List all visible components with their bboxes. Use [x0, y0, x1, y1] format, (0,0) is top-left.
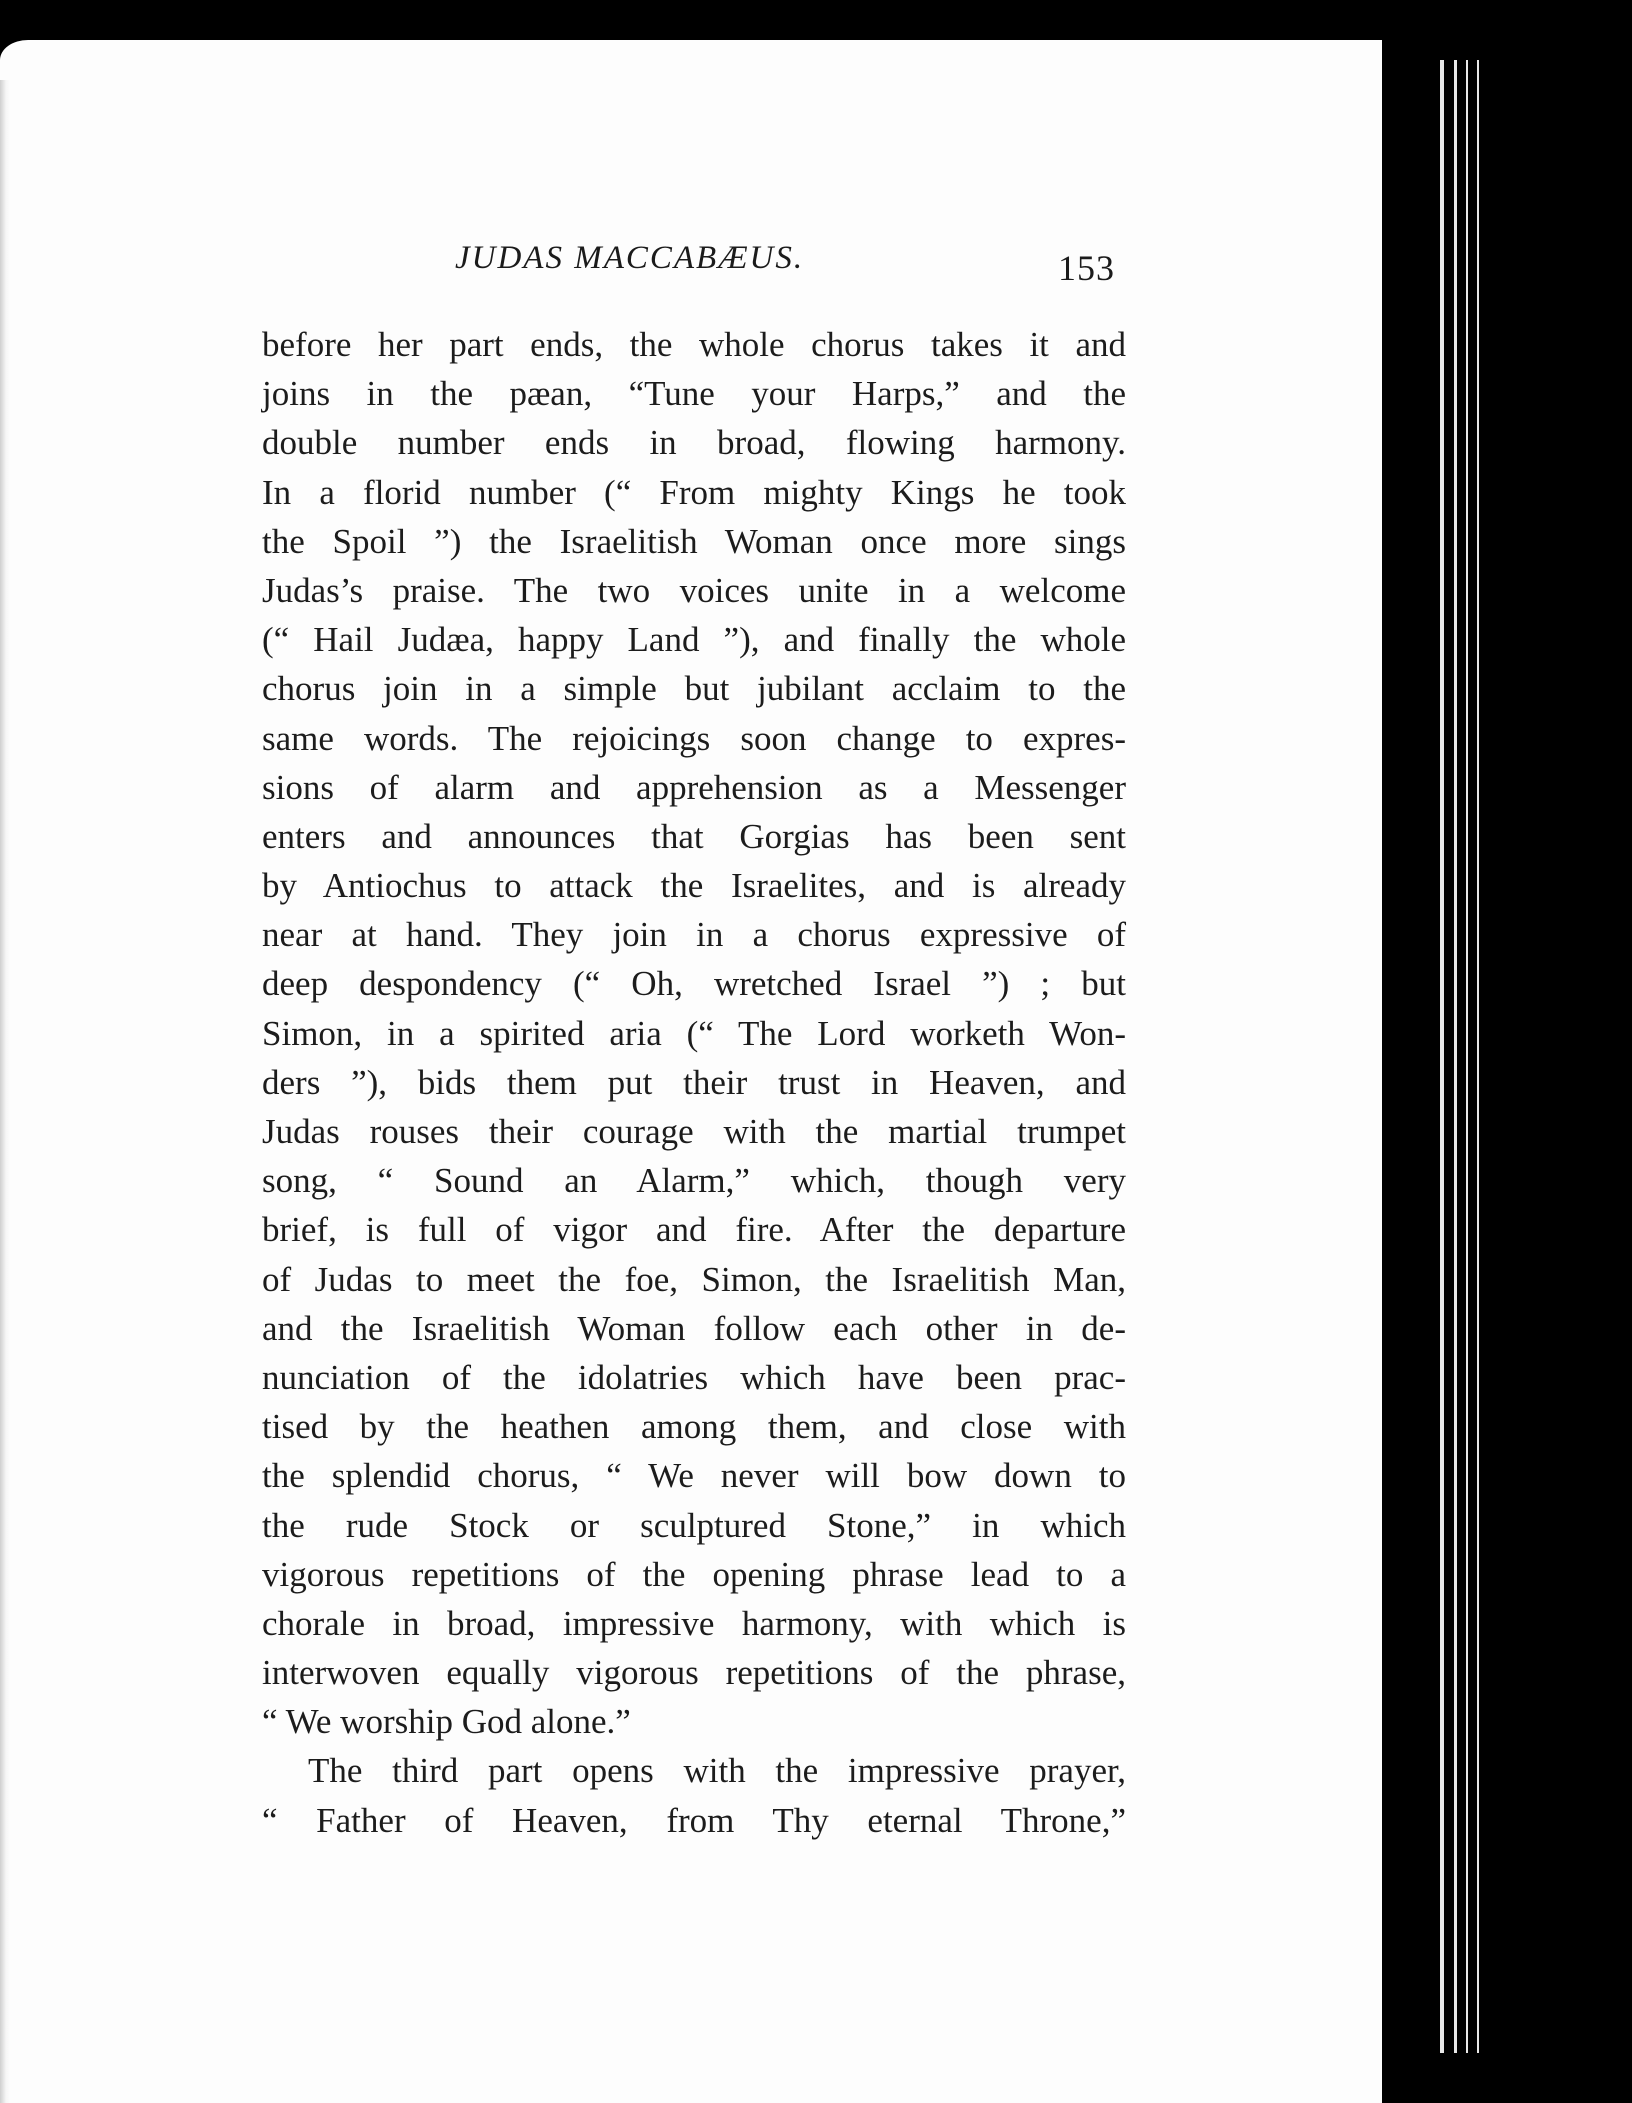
text-line: chorale in broad, impressive harmony, with which is: [262, 1603, 1126, 1643]
binding-edge: [0, 80, 10, 2103]
text-line: interwoven equally vigorous repetitions of the phrase,: [262, 1653, 1126, 1693]
text-line: vigorous repetitions of the opening phrase lead to a: [262, 1554, 1126, 1594]
text-line: of Judas to meet the foe, Simon, the Israelitish Man,: [262, 1259, 1126, 1299]
text-line: Simon, in a spirited aria (“ The Lord worketh Won-: [262, 1013, 1126, 1053]
text-line: same words. The rejoicings soon change to expres-: [262, 718, 1126, 758]
page-number: 153: [1058, 248, 1115, 288]
text-line: the rude Stock or sculptured Stone,” in which: [262, 1505, 1126, 1545]
text-line: sions of alarm and apprehension as a Messenger: [262, 767, 1126, 807]
text-line: the Spoil ”) the Israelitish Woman once more sings: [262, 521, 1126, 561]
text-line: by Antiochus to attack the Israelites, and is already: [262, 866, 1126, 906]
text-line: song, “ Sound an Alarm,” which, though very: [262, 1161, 1126, 1201]
text-line: In a florid number (“ From mighty Kings he took: [262, 472, 1126, 512]
page-edge-line: [1466, 60, 1468, 2053]
paragraph-1: [262, 320, 1126, 1746]
text-line: and the Israelitish Woman follow each other in de-: [262, 1308, 1126, 1348]
text-line: Judas rouses their courage with the martial trumpet: [262, 1112, 1126, 1151]
text-line: enters and announces that Gorgias has been sent: [262, 816, 1126, 856]
text-line: the splendid chorus, “ We never will bow down to: [262, 1456, 1126, 1496]
text-line: near at hand. They join in a chorus expressive of: [262, 915, 1126, 955]
book-edge-shadow: [1382, 0, 1632, 2103]
page-edge-line: [1454, 60, 1457, 2053]
text-line: double number ends in broad, flowing harmony.: [262, 423, 1126, 463]
page: [0, 40, 1382, 2103]
text-line: Judas’s praise. The two voices unite in a welcome: [262, 570, 1126, 610]
text-line: ders ”), bids them put their trust in Heaven, and: [262, 1062, 1126, 1102]
text-line: joins in the pæan, “Tune your Harps,” and the: [262, 374, 1126, 414]
text-line: (“ Hail Judæa, happy Land ”), and finally the whole: [262, 620, 1126, 660]
text-line: chorus join in a simple but jubilant acclaim to the: [262, 669, 1126, 709]
page-edge-line: [1440, 60, 1444, 2053]
text-line: tised by the heathen among them, and close with: [262, 1407, 1126, 1447]
text-line: deep despondency (“ Oh, wretched Israel ”) ; but: [262, 964, 1126, 1004]
text-line: before her part ends, the whole chorus takes it and: [262, 325, 1126, 364]
running-title: JUDAS MACCABÆUS.: [455, 240, 805, 276]
text-line: nunciation of the idolatries which have been prac-: [262, 1357, 1126, 1397]
text-line: “ We worship God alone.”: [262, 1702, 631, 1742]
page-edge-line: [1477, 60, 1479, 2053]
body-text: [262, 320, 1126, 1845]
text-line: The third part opens with the impressive prayer,: [308, 1751, 1126, 1791]
text-line: “ Father of Heaven, from Thy eternal Throne,”: [262, 1800, 1126, 1840]
paragraph-2: [262, 1746, 1126, 1844]
text-line: brief, is full of vigor and fire. After the departure: [262, 1210, 1126, 1250]
